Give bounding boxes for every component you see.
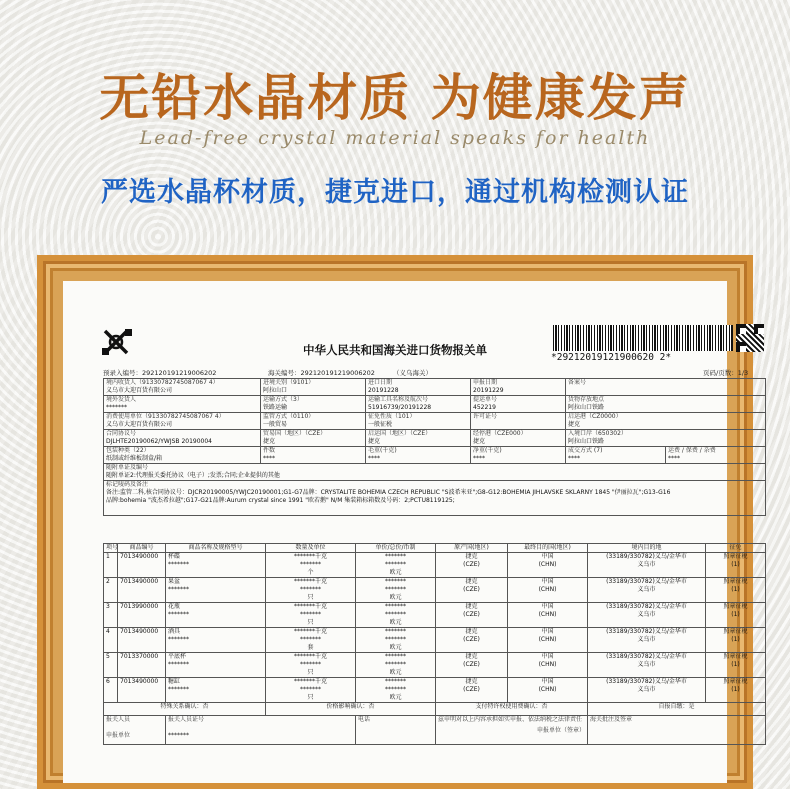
goods-table (103, 543, 766, 745)
goods-cell: ******* ******* 欧元 (356, 653, 436, 678)
form-cell: 进境关别（9101） 阿拉山口 (261, 379, 366, 396)
goods-cell: 糖缸 ******* (166, 678, 266, 703)
goods-header-cell: 最终目的国(地区) (508, 544, 588, 553)
goods-header-cell: 征免 (706, 544, 766, 553)
goods-cell: *******千克 ******* 套 (266, 628, 356, 653)
price-influence: 价格影响确认：否 (266, 703, 436, 716)
goods-cell: 中国 (CHN) (508, 678, 588, 703)
document-title: 中华人民共和国海关进口货物报关单 (303, 343, 487, 357)
goods-cell: (33189/330782)义乌/金华市 义乌市 (588, 578, 706, 603)
goods-cell: 花瓶 ******* (166, 603, 266, 628)
form-cell: 成交方式 (7) **** (566, 447, 666, 464)
goods-cell: 照章征税 (1) (706, 653, 766, 678)
goods-cell: ******* ******* 欧元 (356, 628, 436, 653)
customs-number: 海关编号：292120191219006202 (268, 369, 375, 377)
goods-cell: 3 (104, 603, 118, 628)
barcode (553, 325, 733, 351)
goods-cell: 捷克 (CZE) (436, 653, 508, 678)
goods-cell: 照章征税 (1) (706, 578, 766, 603)
goods-cell: 酒具 ******* (166, 628, 266, 653)
goods-cell: 7013370000 (118, 653, 166, 678)
form-cell: 运费 / 保费 / 杂费 **** (666, 447, 766, 464)
goods-cell: 2 (104, 578, 118, 603)
goods-cell: 捷克 (CZE) (436, 603, 508, 628)
form-row (104, 396, 766, 413)
form-cell: 贸易国（地区）（CZE） 捷克 (261, 430, 366, 447)
form-cell: 货物存放地点 阿拉山口铁路 (566, 396, 766, 413)
form-cell: 许可证号 (471, 413, 566, 430)
goods-cell: 6 (104, 678, 118, 703)
form-row (104, 430, 766, 447)
customs-annotation-cell: 海关批注及签章 (588, 716, 766, 745)
goods-cell: 照章征税 (1) (706, 628, 766, 653)
form-cell: 备案号 (566, 379, 766, 396)
goods-header-cell: 单价/总价/币制 (356, 544, 436, 553)
blue-subtitle: 严选水晶杯材质，捷克进口，通过机构检测认证 (101, 177, 689, 208)
form-cell: 提运单号 452219 (471, 396, 566, 413)
goods-row (104, 603, 766, 628)
script-subtitle: Lead-free crystal material speaks for health (139, 127, 651, 149)
form-cell: 净重(千克) **** (471, 447, 566, 464)
form-row (104, 447, 766, 464)
attached-docs-cell: 随附单证及编号 随附单证2:代理报关委托协议（电子）;发票;合同;企业提供的其他 (104, 464, 766, 481)
marks-remarks-cell: 标记唛码及备注 备注:监管二科,核合同协议号：DJCR20190005/YWJC20190001;G1-G7品牌：CRYSTALITE BOHEMIA CZECH REPUBLIC "S波希米亚";G8-G12:BOHEMIA JIHLAVSKE SKLARNY 1845 "伊丽拉瓦";G13-G16 品牌:bohemia "波杰希拉越";G17-G21品牌:Aurum crystal since 1991 "欧若鹅" N/M 集装箱标箱数及号码：2;PCTU8119125; (104, 481, 766, 516)
goods-header-cell: 商品名称及规格型号 (166, 544, 266, 553)
goods-cell: 7013990000 (118, 603, 166, 628)
phone-cell: 电话 (356, 716, 436, 745)
goods-cell: 捷克 (CZE) (436, 578, 508, 603)
goods-cell: 中国 (CHN) (508, 603, 588, 628)
barcode-number: *29212019121900620 2* (551, 352, 672, 363)
form-cell: 经停港（CZE000） 捷克 (471, 430, 566, 447)
goods-row (104, 553, 766, 578)
goods-cell: (33189/330782)义乌/金华市 义乌市 (588, 678, 706, 703)
goods-cell: 中国 (CHN) (508, 553, 588, 578)
form-cell: 消费使用单位（91330782745087067 4） 义乌市大迎百货有限公司 (104, 413, 261, 430)
page-indicator: 页码/页数：1/3 (703, 369, 749, 377)
goods-cell: 照章征税 (1) (706, 553, 766, 578)
form-cell: 运输工具名称及航次号 51916739/20191228 (366, 396, 471, 413)
form-row (104, 413, 766, 430)
goods-cell: 7013490000 (118, 553, 166, 578)
form-cell: 包装种类（22） 纸制或纤维板制盒/箱 (104, 447, 261, 464)
port-note: （义乌海关） (393, 369, 432, 377)
customs-declaration-form (63, 281, 749, 783)
goods-cell: 平底杯 ******* (166, 653, 266, 678)
qr-code-icon (736, 324, 764, 352)
declarer-id-cell: 报关人员证号 ******* (166, 716, 356, 745)
form-cell: 境内收货人（91330782745087067 4） 义乌市大迎百货有限公司 (104, 379, 261, 396)
statement-cell: 兹申明对以上内容承担如实申报、依法纳税之法律责任 申报单位（签章） (436, 716, 588, 745)
royalty-payment: 支付特许权使用费确认：否 (436, 703, 588, 716)
goods-cell: 5 (104, 653, 118, 678)
goods-cell: ******* ******* 欧元 (356, 603, 436, 628)
goods-cell: 杯碟 ******* (166, 553, 266, 578)
headline: 无铅水晶材质 为健康发声 (99, 69, 691, 127)
goods-header-cell: 项号 (104, 544, 118, 553)
goods-cell: (33189/330782)义乌/金华市 义乌市 (588, 603, 706, 628)
goods-cell: (33189/330782)义乌/金华市 义乌市 (588, 653, 706, 678)
goods-cell: 7013490000 (118, 628, 166, 653)
form-cell: 入境口岸（650302） 阿拉山口铁路 (566, 430, 766, 447)
goods-cell: ******* ******* 欧元 (356, 678, 436, 703)
goods-row (104, 678, 766, 703)
form-cell: 毛重(千克) **** (366, 447, 471, 464)
goods-cell: *******千克 ******* 只 (266, 603, 356, 628)
goods-cell: *******千克 ******* 个 (266, 553, 356, 578)
goods-row (104, 578, 766, 603)
goods-cell: 照章征税 (1) (706, 603, 766, 628)
form-cell: 征免性质（101） 一般征税 (366, 413, 471, 430)
goods-header-cell: 数量及单位 (266, 544, 356, 553)
goods-row (104, 628, 766, 653)
form-cell: 进口日期 20191228 (366, 379, 471, 396)
goods-cell: *******千克 ******* 只 (266, 578, 356, 603)
goods-row (104, 653, 766, 678)
form-cell: 境外发货人 ******* (104, 396, 261, 413)
self-report: 自报自缴：是 (588, 703, 766, 716)
goods-cell: 捷克 (CZE) (436, 553, 508, 578)
goods-cell: 中国 (CHN) (508, 578, 588, 603)
goods-cell: 照章征税 (1) (706, 678, 766, 703)
goods-cell: 中国 (CHN) (508, 653, 588, 678)
goods-header-cell: 商品编号 (118, 544, 166, 553)
goods-header-row (104, 544, 766, 553)
goods-cell: 果盆 ******* (166, 578, 266, 603)
gold-frame (37, 255, 753, 789)
form-cell: 运输方式（3） 铁路运输 (261, 396, 366, 413)
form-row (104, 379, 766, 396)
goods-cell: 捷克 (CZE) (436, 628, 508, 653)
goods-cell: ******* ******* 欧元 (356, 553, 436, 578)
form-cell: 合同协议号 DJLHTE20190062/YWJSB 20190004 (104, 430, 261, 447)
declaration-table (103, 378, 766, 516)
prerecord-number: 预录入编号：292120191219006202 (103, 369, 217, 377)
form-cell: 申报日期 20191229 (471, 379, 566, 396)
goods-cell: 7013490000 (118, 578, 166, 603)
form-cell: 监管方式（0110） 一般贸易 (261, 413, 366, 430)
customs-emblem-icon (101, 327, 135, 357)
goods-cell: *******千克 ******* 只 (266, 653, 356, 678)
declarer-cell: 报关人员 申报单位 (104, 716, 166, 745)
goods-header-cell: 境内目的地 (588, 544, 706, 553)
goods-cell: *******千克 ******* 只 (266, 678, 356, 703)
goods-cell: 捷克 (CZE) (436, 678, 508, 703)
goods-cell: 中国 (CHN) (508, 628, 588, 653)
goods-cell: ******* ******* 欧元 (356, 578, 436, 603)
goods-cell: 7013490000 (118, 678, 166, 703)
goods-cell: 1 (104, 553, 118, 578)
goods-cell: (33189/330782)义乌/金华市 义乌市 (588, 628, 706, 653)
special-relation: 特殊关系确认：否 (104, 703, 266, 716)
goods-cell: (33189/330782)义乌/金华市 义乌市 (588, 553, 706, 578)
goods-header-cell: 原产国(地区) (436, 544, 508, 553)
goods-cell: 4 (104, 628, 118, 653)
form-cell: 启运国（地区）（CZE） 捷克 (366, 430, 471, 447)
form-cell: 启运港（CZ0000） 捷克 (566, 413, 766, 430)
form-cell: 件数 **** (261, 447, 366, 464)
